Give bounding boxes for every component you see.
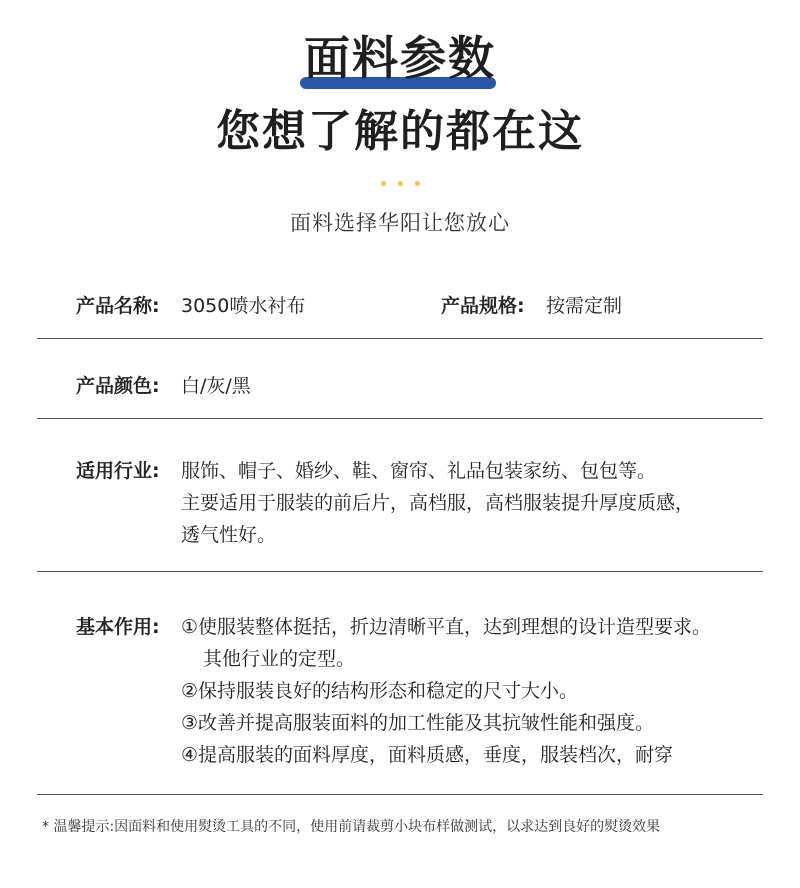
spec-industry-value	[181, 455, 694, 551]
divider-3	[37, 571, 763, 572]
footnote: * 温馨提示:因面料和使用熨烫工具的不同，使用前请裁剪小块布样做测试，以求达到良好的熨烫效果	[42, 819, 661, 835]
function-line: ③改善并提高服装面料的加工性能及其抗皱性能和强度。	[181, 712, 655, 734]
dot-1	[381, 181, 386, 186]
spec-color-value: 白/灰/黑	[181, 375, 251, 397]
dot-3	[415, 181, 420, 186]
dot-2	[398, 181, 403, 186]
page-subtitle: 您想了解的都在这	[216, 106, 584, 157]
spec-size-value: 按需定制	[546, 295, 623, 317]
divider-2	[37, 418, 763, 419]
function-line: ④提高服装的面料厚度，面料质感，垂度，服装档次，耐穿	[181, 744, 674, 766]
spec-industry-label: 适用行业:	[76, 460, 160, 482]
function-line: ①使服装整体挺括，折边清晰平直，达到理想的设计造型要求。	[181, 616, 712, 638]
decorative-dots	[0, 181, 800, 186]
tagline: 面料选择华阳让您放心	[290, 211, 510, 235]
spec-function-value	[181, 611, 711, 771]
function-line: 其他行业的定型。	[203, 648, 356, 670]
spec-size-label: 产品规格:	[441, 295, 525, 317]
industry-line: 服饰、帽子、婚纱、鞋、窗帘、礼品包装家纺、包包等。	[181, 460, 657, 482]
spec-name-label: 产品名称:	[76, 295, 160, 317]
function-line: ②保持服装良好的结构形态和稳定的尺寸大小。	[181, 680, 579, 702]
spec-name-value: 3050喷水衬布	[181, 295, 306, 317]
divider-4	[37, 794, 763, 795]
spec-color-label: 产品颜色:	[76, 375, 160, 397]
heading-area	[0, 28, 800, 88]
spec-function-label: 基本作用:	[76, 616, 160, 638]
industry-line: 主要适用于服装的前后片，高档服，高档服装提升厚度质感，	[181, 492, 695, 514]
divider-1	[37, 338, 763, 339]
industry-line: 透气性好。	[181, 524, 277, 546]
page-title: 面料参数	[304, 31, 496, 85]
